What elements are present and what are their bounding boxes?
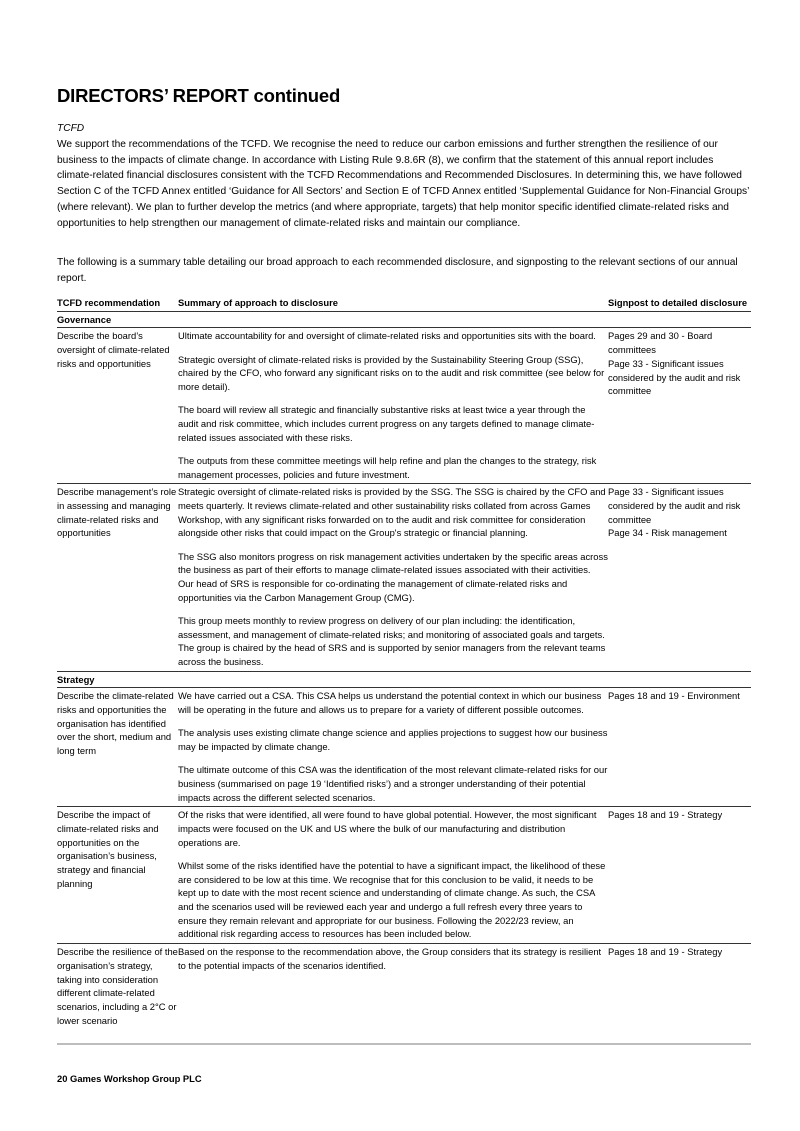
header-signpost: Signpost to detailed disclosure bbox=[608, 295, 751, 311]
signpost-cell bbox=[608, 807, 751, 944]
signpost-item: Pages 18 and 19 - Strategy bbox=[608, 809, 723, 821]
summary-paragraph: The analysis uses existing climate change science and applies projections to suggest how our business may be impacted by climate change. bbox=[178, 727, 608, 752]
summary-cell bbox=[178, 688, 608, 807]
signpost-item: Pages 18 and 19 - Strategy bbox=[608, 946, 723, 958]
lead-paragraph: The following is a summary table detailing our broad approach to each recommended disclosure, and signposting to the relevant sections of our annual report. bbox=[57, 257, 738, 284]
recommendation-cell: Describe management’s role in assessing and managing climate-related risks and opportunities bbox=[57, 484, 178, 671]
summary-cell bbox=[178, 328, 608, 484]
signpost-item: Pages 29 and 30 - Board committees bbox=[608, 330, 713, 356]
summary-paragraph: The board will review all strategic and financially substantive risks at least twice a year through the audit and risk committee, which includes current progress on any targets defined to manage climate-related issues associated with these risks. bbox=[178, 404, 595, 443]
signpost-item: Page 33 - Significant issues considered by the audit and risk committee bbox=[608, 357, 741, 397]
recommendation-cell: Describe the board’s oversight of climate-related risks and opportunities bbox=[57, 328, 178, 484]
section-title: Strategy bbox=[57, 671, 751, 688]
recommendation-cell: Describe the resilience of the organisation’s strategy, taking into consideration different climate-related scenarios, including a 2°C or lower scenario bbox=[57, 944, 178, 1045]
page-title: DIRECTORS’ REPORT continued bbox=[57, 85, 341, 106]
table-row bbox=[57, 328, 751, 484]
recommendation-cell: Describe the climate-related risks and opportunities the organisation has identified over the short, medium and long term bbox=[57, 688, 178, 807]
summary-paragraph: Of the risks that were identified, all were found to have global potential. However, the most significant impacts were focused on the UK and US where the bulk of our manufacturing and distribution operations are. bbox=[178, 809, 597, 848]
summary-paragraph: Strategic oversight of climate-related risks is provided by the SSG. The SSG is chaired by the CFO and meets quarterly. It reviews climate-related and other sustainability risks collated from across Games Workshop, with any significant risks forwarded on to the audit and risk committee for consideration alongside other risks that could impact on the Group's strategic or financial planning. bbox=[178, 486, 606, 539]
summary-paragraph: Ultimate accountability for and oversight of climate-related risks and opportunities sits with the board. bbox=[178, 330, 596, 342]
table-row bbox=[57, 807, 751, 944]
summary-paragraph: This group meets monthly to review progress on delivery of our plan including: the identification, assessment, and management of climate-related risks; and monitoring of associated goals and targets. The group is chaired by the head of SRS and is supported by senior managers from the relevant teams across the business. bbox=[178, 614, 606, 667]
summary-cell bbox=[178, 944, 608, 1045]
summary-cell bbox=[178, 484, 608, 671]
signpost-item: Page 34 - Risk management bbox=[608, 527, 727, 539]
summary-paragraph: The outputs from these committee meetings will help refine and plan the changes to the strategy, risk management processes, policies and future investment. bbox=[178, 454, 597, 480]
summary-paragraph: Whilst some of the risks identified have the potential to have a significant impact, the likelihood of these are considered to be low at this time. We recognise that for this conclusion to be valid, it needs to be kept up to date with the most recent science and understanding of climate change. As such, the CSA and the scenarios used will be reviewed each year and undergo a full refresh every three years to ensure they remain relevant and appropriate for our business. Following the 2022/23 review, an additional risk regarding access to resources has been included below. bbox=[178, 859, 606, 940]
signpost-cell bbox=[608, 328, 751, 484]
section-label-tcfd: TCFD bbox=[57, 123, 85, 134]
signpost-cell bbox=[608, 688, 751, 807]
signpost-item: Pages 18 and 19 - Environment bbox=[608, 690, 740, 702]
summary-cell bbox=[178, 807, 608, 944]
summary-paragraph: The SSG also monitors progress on risk management activities undertaken by the specific areas across the business as part of their efforts to manage climate-related issues associated with their activities. Our head of SRS is responsible for co-ordinating the management of climate-related risks and opportunities via the Carbon Management Group (CMG). bbox=[178, 550, 608, 603]
page-footer: 20 Games Workshop Group PLC bbox=[57, 1073, 202, 1084]
table-row bbox=[57, 944, 751, 1045]
section-row-strategy bbox=[57, 671, 751, 688]
tcfd-summary-table bbox=[57, 295, 751, 1045]
section-title: Governance bbox=[57, 311, 751, 328]
header-summary: Summary of approach to disclosure bbox=[178, 295, 608, 311]
summary-paragraph: Based on the response to the recommendation above, the Group considers that its strategy is resilient to the potential impacts of the scenarios identified. bbox=[178, 946, 602, 971]
recommendation-cell: Describe the impact of climate-related risks and opportunities on the organisation’s business, strategy and financial planning bbox=[57, 807, 178, 944]
signpost-cell bbox=[608, 484, 751, 671]
table-row bbox=[57, 688, 751, 807]
summary-paragraph: Strategic oversight of climate-related risks is provided by the Sustainability Steering Group (SSG), chaired by the CFO, who forward any significant risks on to the audit and risk committee (see below for more detail). bbox=[178, 353, 605, 393]
summary-paragraph: We have carried out a CSA. This CSA helps us understand the potential context in which our business will be operating in the future and allows us to prepare for a variety of different possible outcomes. bbox=[178, 690, 602, 716]
intro-paragraph: We support the recommendations of the TCFD. We recognise the need to reduce our carbon emissions and further strengthen the resilience of our business to the impacts of climate change. In accordance with Listing Rule 9.8.6R (8), we confirm that the statement of this annual report includes climate-related financial disclosures consistent with the TCFD Recommendations and Recommended Disclosures. In determining this, we have followed Section C of the TCFD Annex entitled ‘Guidance for All Sectors’ and Section E of TCFD Annex entitled ‘Supplemental Guidance for Non-Financial Groups’ (where relevant). We plan to further develop the metrics (and where appropriate, targets) that help monitor specific identified climate-related risks and opportunities to help strengthen our management of climate-related risks and maintain our compliance. bbox=[57, 139, 749, 229]
signpost-cell bbox=[608, 944, 751, 1045]
table-row bbox=[57, 484, 751, 671]
section-row-governance bbox=[57, 311, 751, 328]
signpost-item: Page 33 - Significant issues considered by the audit and risk committee bbox=[608, 486, 741, 525]
table-header-row bbox=[57, 295, 751, 311]
header-recommendation: TCFD recommendation bbox=[57, 295, 178, 311]
summary-paragraph: The ultimate outcome of this CSA was the identification of the most relevant climate-related risks for our business (summarised on page 19 ‘Identified risks’) and a stronger understanding of their potential impacts across the different selected scenarios. bbox=[178, 764, 608, 803]
